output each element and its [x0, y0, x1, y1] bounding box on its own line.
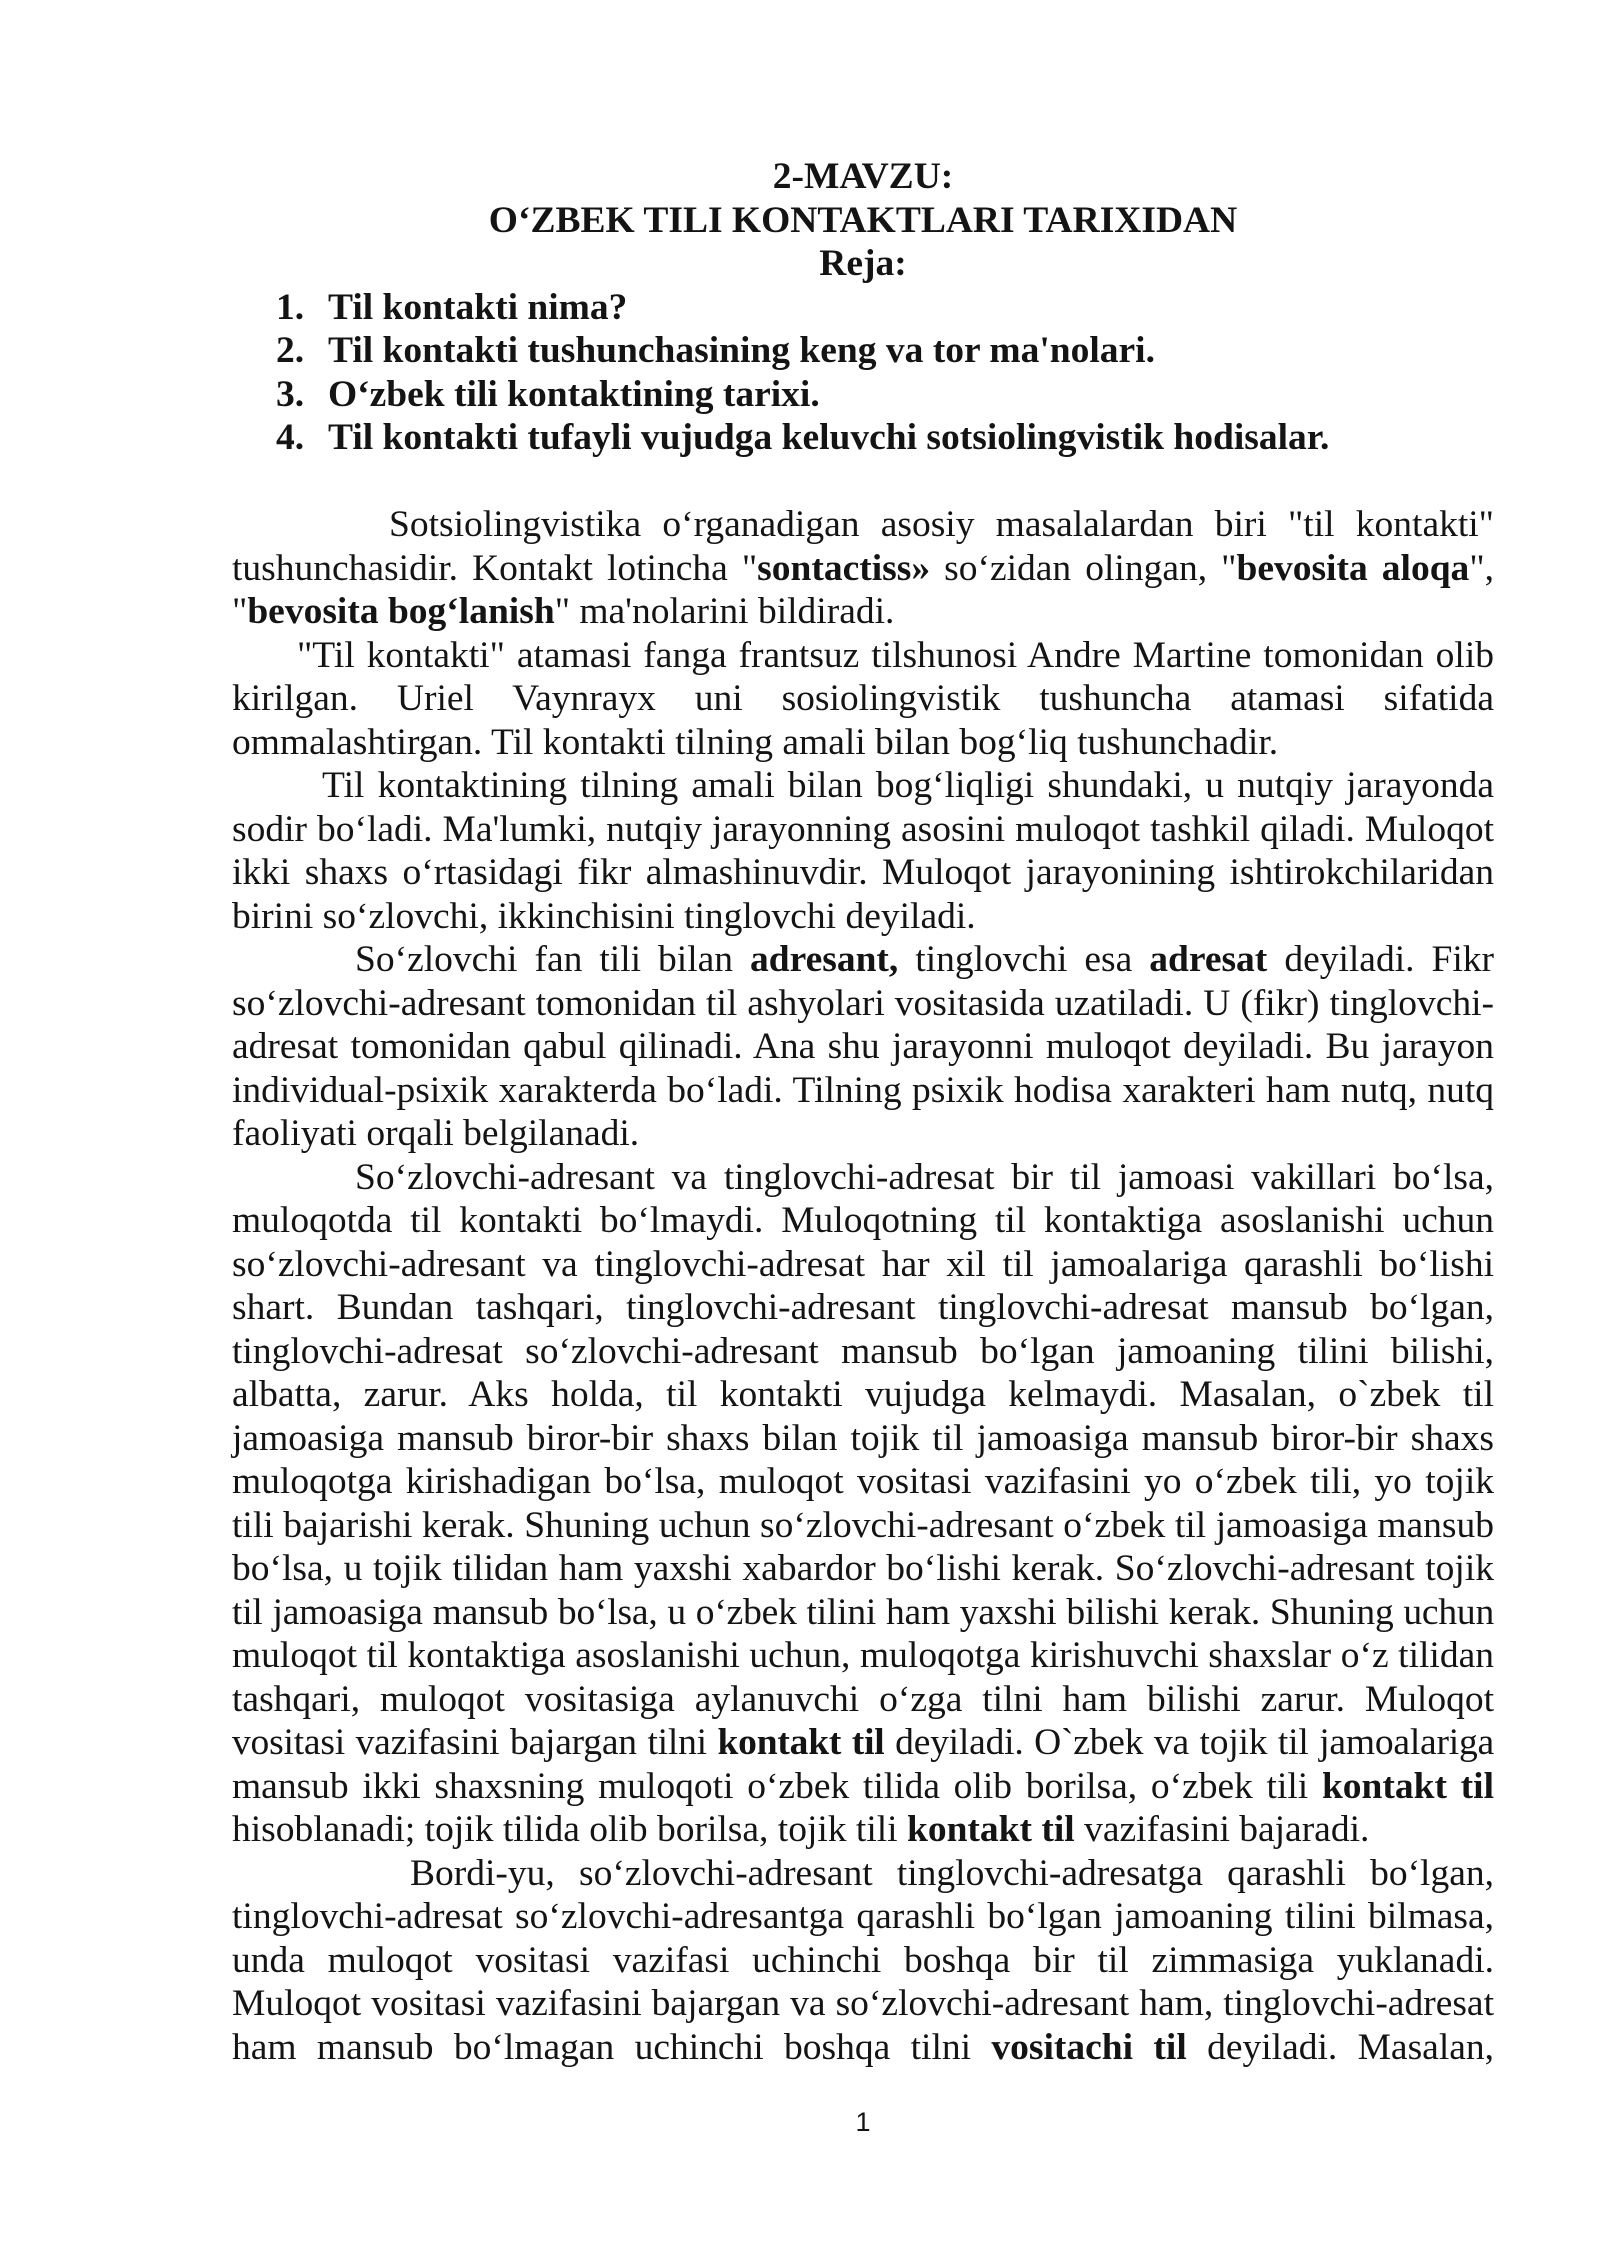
text-line: individual-psixik xarakterda bo‘ladi. Tilning psixik hodisa xarakteri ham nutq, nutq — [232, 1069, 1494, 1111]
paragraph-3 — [232, 764, 1494, 938]
text-run: So‘zlovchi fan tili bilan — [355, 939, 751, 980]
text-run: " — [232, 591, 248, 632]
text-run: mansub ikki shaxsning muloqoti o‘zbek tilida olib borilsa, o‘zbek tili — [232, 1765, 1322, 1807]
plan-item-number: 3. — [276, 373, 305, 415]
bold-term: vositachi til — [991, 2026, 1187, 2068]
blank-line — [232, 460, 1494, 504]
paragraph-6 — [232, 1852, 1494, 2070]
page-number: 1 — [855, 2107, 871, 2137]
text-line: muloqotga kirishadigan bo‘lsa, muloqot vositasi vazifasini yo o‘zbek tili, yo tojik — [232, 1461, 1494, 1502]
text-line: so‘zlovchi-adresant va tinglovchi-adresat har xil til jamoalariga qarashli bo‘lishi — [232, 1243, 1494, 1285]
plan-item-text: Til kontakti tufayli vujudga keluvchi sotsiolingvistik hodisalar. — [328, 417, 1330, 458]
text-line — [232, 1721, 1494, 1765]
plan-item — [232, 373, 1494, 417]
text-run: so‘zidan olingan, " — [930, 547, 1237, 589]
text-line: ommalashtirgan. Til kontakti tilning amali bilan bog‘liq tushunchadir. — [232, 721, 1279, 763]
text-line: shart. Bundan tashqari, tinglovchi-adresant tinglovchi-adresat mansub bo‘lgan, — [232, 1287, 1494, 1328]
bold-term: kontakt til — [1321, 1765, 1494, 1807]
text-run: ham mansub bo‘lmagan uchinchi boshqa tilni — [232, 2026, 992, 2068]
text-run: deyiladi. Fikr — [1267, 939, 1494, 980]
text-run: vazifasini bajaradi. — [1074, 1809, 1370, 1850]
text-line: ikki shaxs o‘rtasidagi fikr almashinuvdir. Muloqot jarayonining ishtirokchilaridan — [232, 852, 1494, 893]
text-line: Muloqot vositasi vazifasini bajargan va so‘zlovchi-adresant ham, tinglovchi-adresat — [232, 1983, 1494, 2024]
text-run: " ma'nolarini bildiradi. — [554, 591, 895, 632]
text-line: Til kontaktining tilning amali bilan bog‘liqligi shundaki, u nutqiy jarayonda — [322, 765, 1494, 806]
plan-item — [232, 416, 1494, 460]
text-run: ", — [1469, 547, 1494, 589]
page-content — [232, 155, 1494, 2069]
plan-list — [232, 286, 1494, 460]
paragraph-2 — [232, 634, 1494, 765]
text-line: albatta, zarur. Aks holda, til kontakti vujudga kelmaydi. Masalan, o`zbek til — [232, 1374, 1494, 1415]
plan-item-text: Til kontakti tushunchasining keng va tor ma'nolari. — [328, 330, 1155, 371]
text-line: Bordi-yu, so‘zlovchi-adresant tinglovchi-adresatga qarashli bo‘lgan, — [410, 1852, 1494, 1894]
plan-item — [232, 286, 1494, 330]
plan-item-text: O‘zbek tili kontaktining tarixi. — [328, 373, 820, 415]
text-line: so‘zlovchi-adresant tomonidan til ashyolari vositasida uzatiladi. U (fikr) tinglovchi- — [232, 982, 1494, 1024]
text-line — [232, 2026, 1494, 2070]
plan-item-number: 1. — [276, 286, 305, 328]
paragraph-1 — [232, 503, 1494, 634]
body-text — [232, 503, 1494, 2069]
topic-title: O‘ZBEK TILI KONTAKTLARI TARIXIDAN — [488, 199, 1238, 241]
text-line — [232, 590, 1494, 634]
text-run: tushunchasidir. Kontakt lotincha " — [232, 547, 758, 589]
text-line: tashqari, muloqot vositasiga aylanuvchi o‘zga tilni ham bilishi zarur. Muloqot — [232, 1678, 1494, 1720]
text-run: vositasi vazifasini bajargan tilni — [232, 1722, 718, 1763]
paragraph-4 — [232, 938, 1494, 1156]
bold-term: kontakt til — [906, 1809, 1075, 1850]
text-line: bo‘lsa, u tojik tilidan ham yaxshi xabardor bo‘lishi kerak. So‘zlovchi-adresant tojik — [232, 1548, 1494, 1589]
plan-item-number: 4. — [276, 417, 305, 458]
text-line — [232, 1765, 1494, 1809]
text-run: tinglovchi esa — [898, 939, 1150, 980]
topic-number: 2-MAVZU: — [772, 156, 954, 197]
text-line: Sotsiolingvistika o‘rganadigan asosiy masalalardan biri "til kontakti" — [389, 504, 1494, 545]
text-line: jamoasiga mansub biror-bir shaxs bilan tojik til jamoasiga mansub biror-bir shaxs — [232, 1417, 1494, 1459]
paragraph-5 — [232, 1156, 1494, 1852]
text-line — [232, 547, 1494, 591]
bold-term: adresant, — [750, 939, 899, 980]
bold-term: sontactiss» — [757, 547, 931, 589]
text-line — [232, 938, 1494, 982]
text-run: hisoblanadi; tojik tilida olib borilsa, tojik tili — [232, 1809, 907, 1850]
plan-item-text: Til kontakti nima? — [328, 286, 628, 328]
text-line: muloqot til kontaktiga asoslanishi uchun, muloqotga kirishuvchi shaxslar o‘z tilidan — [232, 1635, 1494, 1676]
bold-term: adresat — [1149, 939, 1268, 980]
text-line: "Til kontakti" atamasi fanga frantsuz tilshunosi Andre Martine tomonidan olib — [297, 634, 1494, 676]
bold-term: kontakt til — [717, 1722, 885, 1763]
text-line: tili bajarishi kerak. Shuning uchun so‘zlovchi-adresant o‘zbek til jamoasiga mansub — [232, 1504, 1494, 1546]
text-line: til jamoasiga mansub bo‘lsa, u o‘zbek tilini ham yaxshi bilishi kerak. Shuning uchun — [232, 1591, 1494, 1633]
text-line: tinglovchi-adresat so‘zlovchi-adresantga qarashli bo‘lgan jamoaning tilini bilmasa, — [232, 1896, 1494, 1937]
bold-term: bevosita aloqa — [1236, 547, 1470, 589]
text-line: unda muloqot vositasi vazifasi uchinchi boshqa bir til zimmasiga yuklanadi. — [232, 1939, 1494, 1981]
plan-item — [232, 329, 1494, 373]
text-line: kirilgan. Uriel Vaynrayx uni sosiolingvistik tushuncha atamasi sifatida — [232, 678, 1494, 719]
text-line — [232, 1808, 1494, 1852]
text-line: tinglovchi-adresat so‘zlovchi-adresant mansub bo‘lgan jamoaning tilini bilishi, — [232, 1330, 1494, 1372]
text-line: faoliyati orqali belgilanadi. — [232, 1113, 640, 1154]
text-line: adresat tomonidan qabul qilinadi. Ana shu jarayonni muloqot deyiladi. Bu jarayon — [232, 1026, 1494, 1067]
text-line: So‘zlovchi-adresant va tinglovchi-adresat bir til jamoasi vakillari bo‘lsa, — [355, 1156, 1494, 1198]
text-run: deyiladi. O`zbek va tojik til jamoalariga — [884, 1722, 1494, 1763]
plan-item-number: 2. — [276, 330, 305, 371]
text-line: sodir bo‘ladi. Ma'lumki, nutqiy jarayonning asosini muloqot tashkil qiladi. Muloqot — [232, 808, 1494, 850]
text-line: birini so‘zlovchi, ikkinchisini tinglovchi deyiladi. — [232, 895, 976, 937]
plan-heading: Reja: — [819, 243, 907, 284]
text-run: deyiladi. Masalan, — [1186, 2026, 1495, 2068]
bold-term: bevosita bog‘lanish — [247, 591, 555, 632]
text-line: muloqotda til kontakti bo‘lmaydi. Muloqotning til kontaktiga asoslanishi uchun — [232, 1200, 1494, 1241]
